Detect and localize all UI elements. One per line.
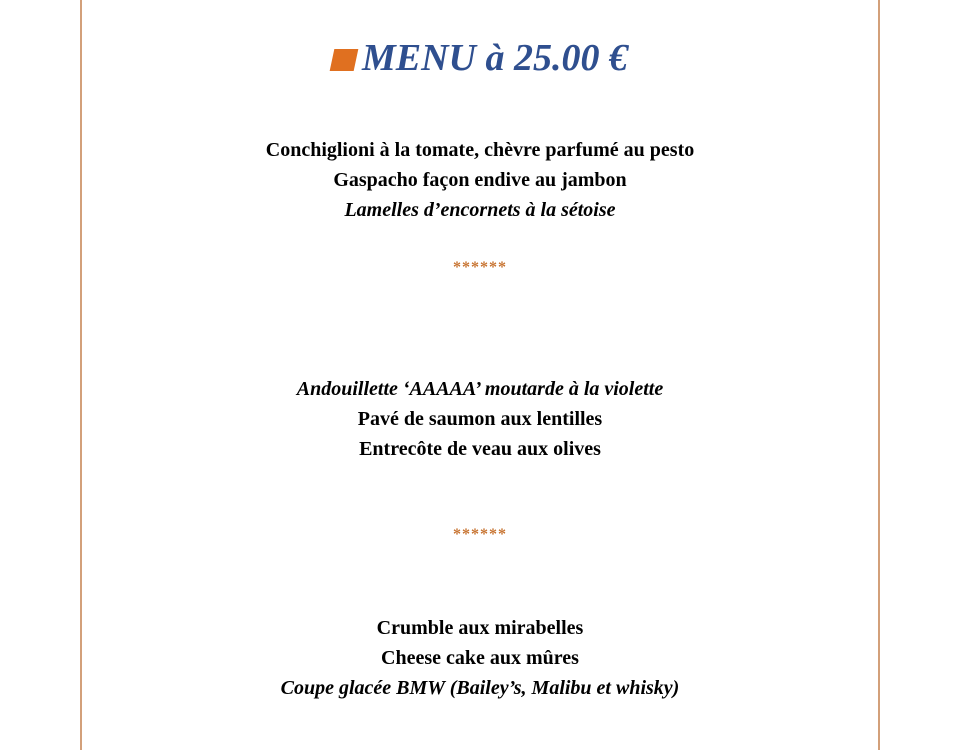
dish-item: Gaspacho façon endive au jambon <box>333 169 627 191</box>
course-separator: ****** <box>453 259 507 276</box>
menu-title-row <box>0 36 960 80</box>
dish-item: Pavé de saumon aux lentilles <box>357 408 603 430</box>
dish-item: Crumble aux mirabelles <box>376 617 584 639</box>
dish-item: Entrecôte de veau aux olives <box>359 438 601 460</box>
starters-section <box>0 135 960 225</box>
dish-item: Andouillette ‘AAAAA’ moutarde à la violette <box>296 378 664 400</box>
orange-square-icon <box>330 49 359 71</box>
dish-item: Coupe glacée BMW (Bailey’s, Malibu et whisky) <box>280 677 680 699</box>
desserts-section <box>0 613 960 703</box>
mains-section <box>0 374 960 464</box>
dish-item: Cheese cake aux mûres <box>381 647 579 669</box>
dish-item: Conchiglioni à la tomate, chèvre parfumé au pesto <box>265 139 695 161</box>
menu-title: MENU à 25.00 € <box>361 37 629 79</box>
course-separator: ****** <box>453 526 507 543</box>
dish-item: Lamelles d’encornets à la sétoise <box>344 199 616 221</box>
